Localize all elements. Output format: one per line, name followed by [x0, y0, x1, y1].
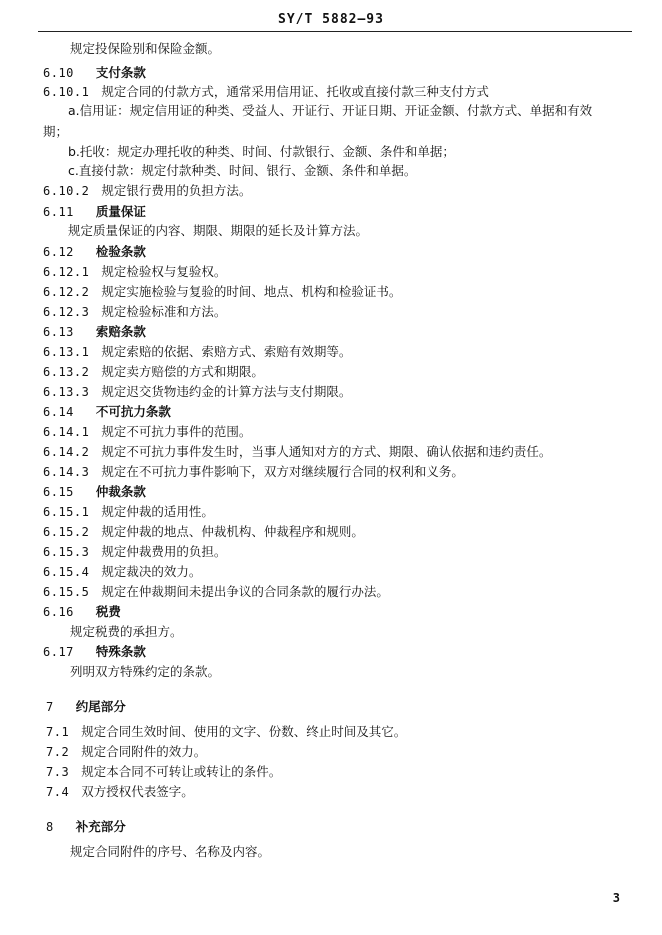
section-heading: 6.15 仲裁条款 — [43, 484, 146, 499]
section-heading: 6.13 索赔条款 — [43, 324, 146, 339]
clause-line: 6.15.4 规定裁决的效力。 — [43, 564, 202, 579]
clause-line: 6.15.5 规定在仲裁期间未提出争议的合同条款的履行办法。 — [43, 584, 389, 599]
list-item: b.托收：规定办理托收的种类、时间、付款银行、金额、条件和单据； — [68, 144, 455, 159]
clause-line: 7.3 规定本合同不可转让或转让的条件。 — [46, 764, 282, 779]
section-heading: 6.11 质量保证 — [43, 204, 146, 219]
section-heading: 6.16 税费 — [43, 604, 121, 619]
standard-code-header: SY/T 5882—93 — [278, 12, 384, 27]
paragraph-line: 列明双方特殊约定的条款。 — [70, 664, 221, 679]
page-number: 3 — [612, 891, 620, 905]
clause-line: 7.4 双方授权代表签字。 — [46, 784, 194, 799]
section-heading: 6.17 特殊条款 — [43, 644, 146, 659]
clause-line: 6.15.1 规定仲裁的适用性。 — [43, 504, 214, 519]
clause-line: 6.12.3 规定检验标准和方法。 — [43, 304, 227, 319]
clause-line: 6.13.3 规定迟交货物违约金的计算方法与支付期限。 — [43, 384, 352, 399]
clause-line: 7.1 规定合同生效时间、使用的文字、份数、终止时间及其它。 — [46, 724, 407, 739]
header-rule — [38, 31, 632, 32]
section-heading: 6.12 检验条款 — [43, 244, 146, 259]
paragraph-line: 规定合同附件的序号、名称及内容。 — [70, 844, 271, 859]
clause-line: 6.10.1 规定合同的付款方式，通常采用信用证、托收或直接付款三种支付方式 — [43, 84, 489, 99]
list-item: c.直接付款：规定付款种类、时间、银行、金额、条件和单据。 — [68, 163, 417, 178]
paragraph-line: 规定税费的承担方。 — [70, 624, 183, 639]
clause-line: 6.13.2 规定卖方赔偿的方式和期限。 — [43, 364, 264, 379]
clause-line: 6.10.2 规定银行费用的负担方法。 — [43, 183, 252, 198]
section-heading: 8 补充部分 — [46, 819, 126, 834]
list-item: a.信用证：规定信用证的种类、受益人、开证行、开证日期、开证金额、付款方式、单据和有效 — [68, 103, 593, 118]
continuation-line: 期； — [43, 124, 69, 139]
clause-line: 6.14.1 规定不可抗力事件的范围。 — [43, 424, 252, 439]
clause-line: 6.15.2 规定仲裁的地点、仲裁机构、仲裁程序和规则。 — [43, 524, 364, 539]
paragraph-line: 规定质量保证的内容、期限、期限的延长及计算方法。 — [68, 223, 369, 238]
clause-line: 6.12.2 规定实施检验与复验的时间、地点、机构和检验证书。 — [43, 284, 402, 299]
clause-line: 6.12.1 规定检验权与复验权。 — [43, 264, 227, 279]
clause-line: 7.2 规定合同附件的效力。 — [46, 744, 207, 759]
section-heading: 6.10 支付条款 — [43, 65, 146, 80]
section-heading: 7 约尾部分 — [46, 699, 126, 714]
clause-line: 6.14.3 规定在不可抗力事件影响下，双方对继续履行合同的权利和义务。 — [43, 464, 464, 479]
section-heading: 6.14 不可抗力条款 — [43, 404, 171, 419]
clause-line: 6.14.2 规定不可抗力事件发生时，当事人通知对方的方式、期限、确认依据和违约责任。 — [43, 444, 552, 459]
clause-line: 6.13.1 规定索赔的依据、索赔方式、索赔有效期等。 — [43, 344, 352, 359]
clause-line: 6.15.3 规定仲裁费用的负担。 — [43, 544, 227, 559]
paragraph-line: 规定投保险别和保险金额。 — [70, 41, 221, 56]
